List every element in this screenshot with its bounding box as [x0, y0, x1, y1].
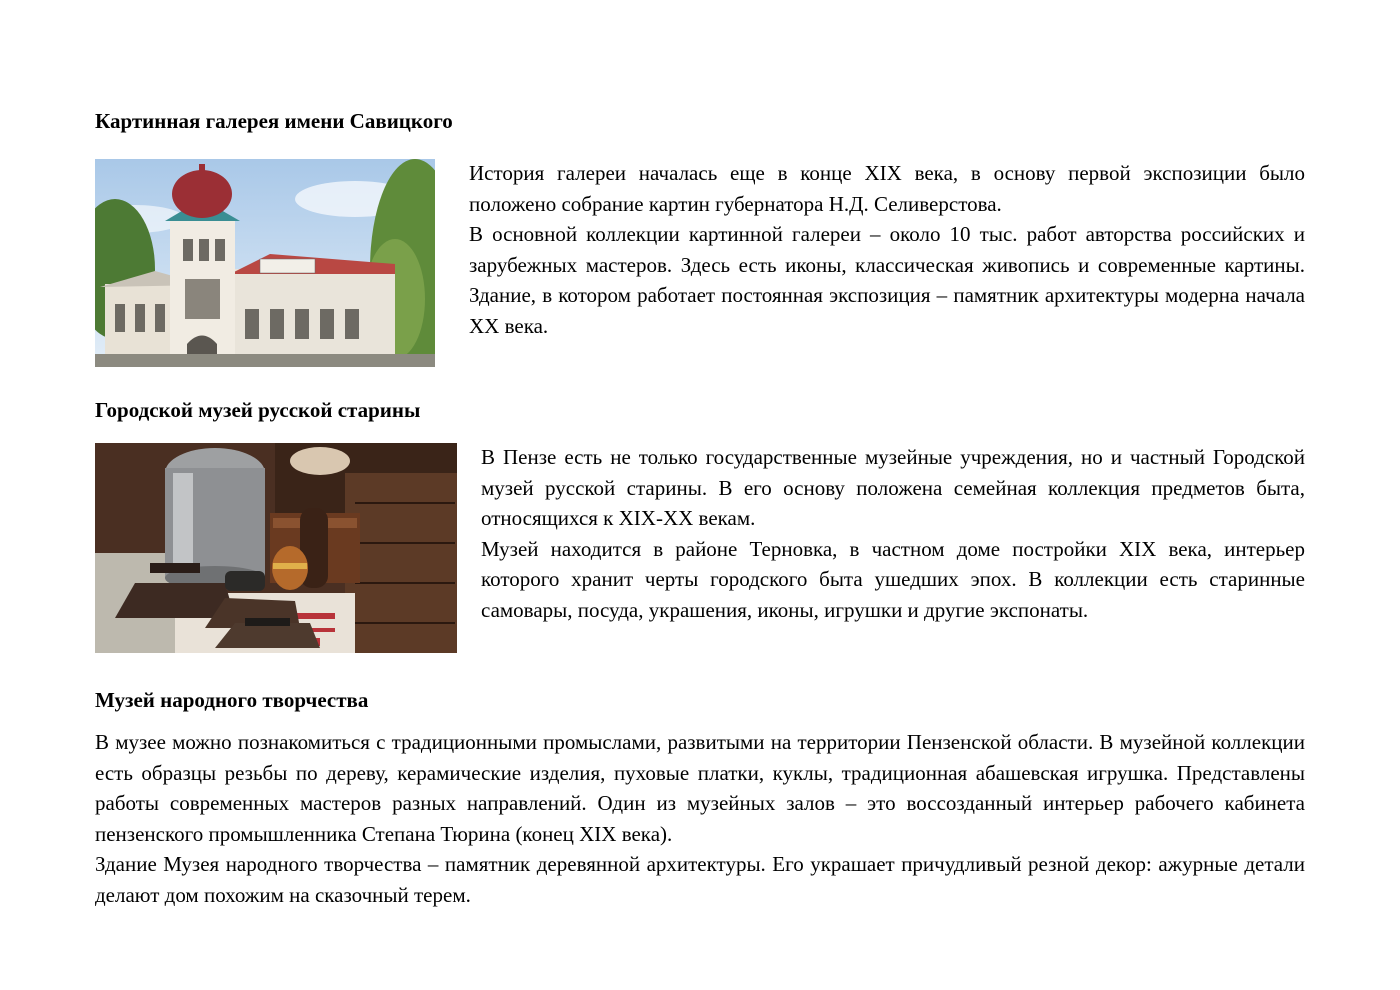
paragraph: Музей находится в районе Терновка, в частном доме постройки XIX века, интерьер которого хранит черты городского быта ушедших эпох. В коллекции есть старинные самовары, посуда, украшения, иконы, игрушки и другие экспонаты.	[481, 536, 1305, 622]
section-text-folk-art-museum	[95, 727, 1305, 911]
paragraph: Здание Музея народного творчества – памятник деревянной архитектуры. Его украшает причудливый резной декор: ажурные детали делают дом похожим на сказочный терем.	[95, 852, 1305, 907]
section-text-gallery	[469, 158, 1305, 342]
antique-samovar-irons-photo	[95, 443, 457, 653]
section-heading-gallery: Картинная галерея имени Савицкого	[95, 109, 453, 133]
paragraph: В Пензе есть не только государственные музейные учреждения, но и частный Городской музей русской старины. В его основу положена семейная коллекция предметов быта, относящихся к XIX-XX векам.	[481, 445, 1305, 531]
paragraph: В основной коллекции картинной галереи – около 10 тыс. работ авторства российских и зарубежных мастеров. Здесь есть иконы, классическая живопись и современные картины. Здание, в котором работает постоянная экспозиция – памятник архитектуры модерна начала XX века.	[469, 222, 1305, 338]
section-text-old-russia-museum	[481, 442, 1305, 626]
gallery-building-photo	[95, 159, 435, 367]
section-heading-old-russia-museum: Городской музей русской старины	[95, 398, 421, 422]
section-heading-folk-art-museum: Музей народного творчества	[95, 688, 369, 712]
paragraph: История галереи началась еще в конце XIX века, в основу первой экспозиции было положено собрание картин губернатора Н.Д. Селиверстова.	[469, 161, 1305, 216]
paragraph: В музее можно познакомиться с традиционными промыслами, развитыми на территории Пензенской области. В музейной коллекции есть образцы резьбы по дереву, керамические изделия, пуховые платки, куклы, традиционная абашевская игрушка. Представлены работы современных мастеров разных направлений. Один из музейных залов – это воссозданный интерьер рабочего кабинета пензенского промышленника Степана Тюрина (конец XIX века).	[95, 730, 1305, 846]
